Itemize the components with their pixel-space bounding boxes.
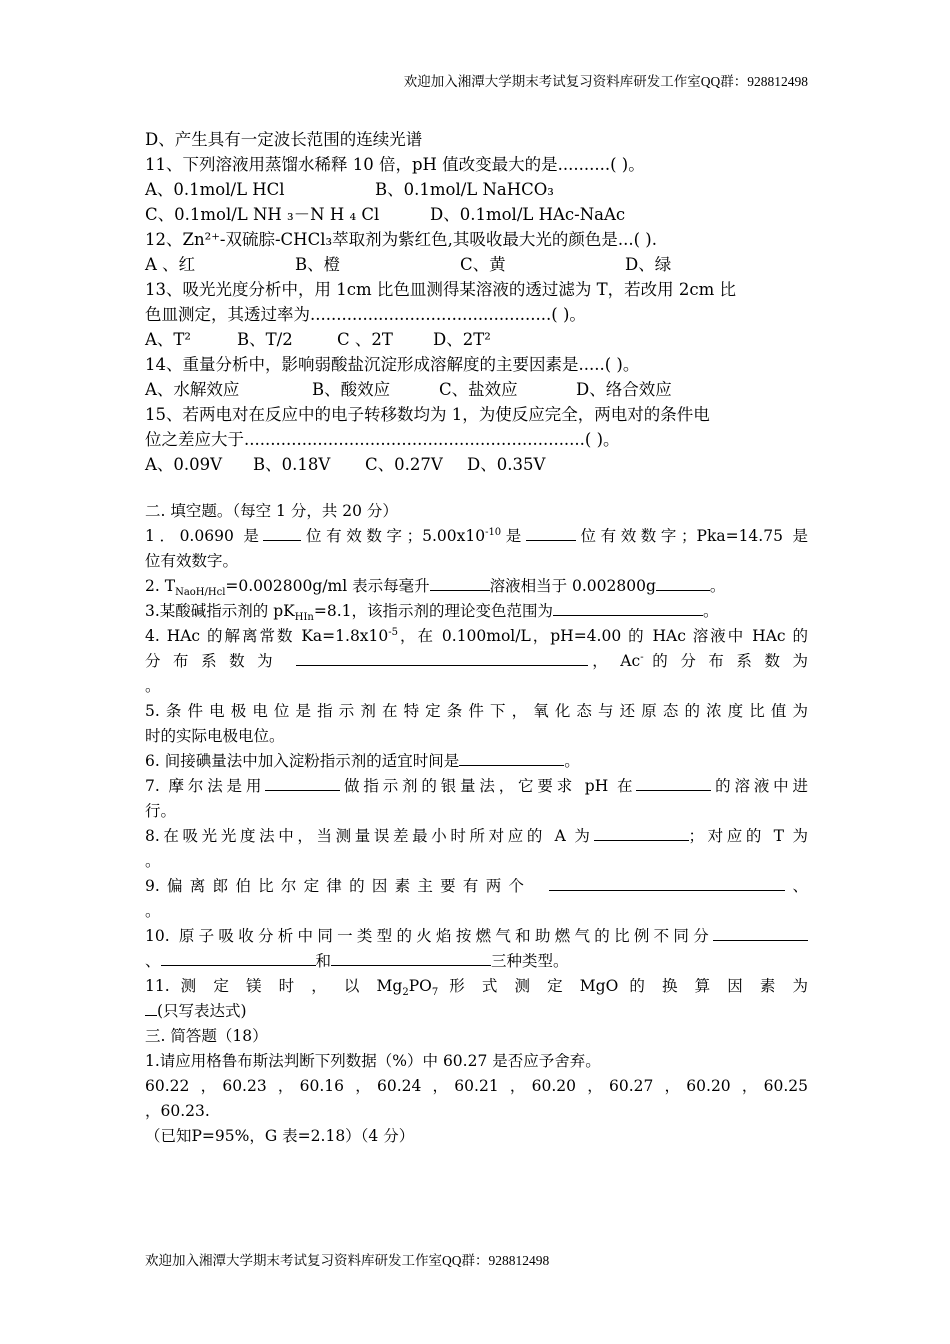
fill-section-title: 二. 填空题。（每空 1 分，共 20 分） (145, 502, 398, 520)
fill-q7-blank1 (265, 774, 340, 791)
fill-q4-text3: 分 布 系 数 为 (145, 652, 277, 670)
q15-option-d: D、0.35V (467, 455, 546, 474)
q14-option-c: C、盐效应 (439, 380, 518, 399)
fill-q1-line2: 位有效数字。 (145, 552, 239, 570)
q15-stem-line2: 位之差应大于.................................................................( )。 (145, 430, 620, 449)
q14-option-a: A、水解效应 (145, 380, 240, 399)
fill-q4-text2: ，在 0.100mol/L，pH=4.00 的 HAc 溶液中 HAc 的 (398, 627, 808, 645)
q11-stem: 11、下列溶液用蒸馏水稀释 10 倍，pH 值改变最大的是..........( )。 (145, 155, 645, 174)
q12-option-c: C、黄 (460, 255, 506, 274)
q15-options (145, 452, 808, 477)
fill-q11-subscript1: 2 (402, 987, 409, 999)
q12-stem: 12、Zn²⁺-双硫腙-CHCl₃萃取剂为紫红色,其吸收最大光的颜色是...( ). (145, 230, 657, 249)
fill-q3 (145, 599, 808, 624)
short-q1: 1.请应用格鲁布斯法判断下列数据（%）中 60.27 是否应予舍弃。 (145, 1052, 601, 1070)
fill-q9-text2: 、 (785, 877, 808, 895)
fill-q8-line1 (145, 824, 808, 849)
fill-q7-blank2 (636, 774, 711, 791)
fill-q10-blank2 (161, 949, 316, 966)
fill-q11-subscript2: 7 (431, 987, 439, 999)
fill-q4-text5: 的 分 布 系 数 为 (643, 652, 808, 670)
fill-q9-line2: 。 (145, 902, 161, 920)
fill-q8-text2: ；对应的 T 为 (688, 827, 808, 845)
exam-body (145, 127, 808, 1149)
fill-q2-subscript: NaoH/Hcl (175, 587, 226, 599)
short-section-title: 三. 简答题（18） (145, 1027, 268, 1045)
fill-q1-blank2 (526, 524, 576, 541)
fill-q2 (145, 574, 808, 599)
q11-option-b: B、0.1mol/L NaHCO₃ (375, 180, 554, 199)
fill-q1-line1 (145, 524, 808, 549)
fill-q9-text: 9.偏离郎伯比尔定律的因素主要有两个 (145, 877, 532, 895)
fill-q1-text4: 位有效数字；Pka=14.75 是 (575, 527, 808, 545)
q11-option-c: C、0.1mol/L NH ₃－N H ₄ Cl (145, 205, 380, 224)
q13-option-c: C 、2T (337, 330, 393, 349)
fill-q7-text3: 的溶液中进 (711, 777, 808, 795)
fill-q6-text: 6. 间接碘量法中加入淀粉指示剂的适宜时间是 (145, 752, 460, 770)
fill-q4-superscript: - (640, 651, 644, 663)
q14-options (145, 377, 808, 402)
fill-q2-text2: =0.002800g/ml 表示每毫升 (225, 577, 430, 595)
q15-option-a: A、0.09V (145, 455, 223, 474)
q13-stem-line1: 13、吸光光度分析中，用 1cm 比色皿测得某溶液的透过滤为 T，若改用 2cm 比 (145, 280, 736, 299)
q11-options-ab (145, 177, 808, 202)
fill-q10-blank3 (331, 949, 491, 966)
fill-q11-text4: (只写表达式) (157, 1002, 247, 1020)
fill-q3-blank (553, 599, 703, 616)
page-header: 欢迎加入湘潭大学期末考试复习资料库研发工作室QQ群：928812498 (403, 74, 808, 89)
q11-option-a: A、0.1mol/L HCl (145, 180, 285, 199)
fill-q4-text4: ， Ac (588, 652, 641, 670)
fill-q4-line1 (145, 624, 808, 649)
fill-q3-text2: =8.1，该指示剂的理论变色范围为 (313, 602, 553, 620)
fill-q10-text2: 、 (145, 952, 161, 970)
q15-option-b: B、0.18V (253, 455, 331, 474)
fill-q11-text3: 形 式 测 定 MgO 的 换 算 因 素 为 (438, 977, 809, 995)
fill-q6 (145, 749, 808, 774)
fill-q2-blank2 (656, 574, 710, 591)
q11-option-d: D、0.1mol/L HAc-NaAc (430, 205, 626, 224)
q14-stem: 14、重量分析中，影响弱酸盐沉淀形成溶解度的主要因素是.....( )。 (145, 355, 640, 374)
fill-q7-line2: 行。 (145, 802, 177, 820)
fill-q8-blank (594, 824, 689, 841)
fill-q2-text4: 。 (709, 577, 726, 595)
q15-option-c: C、0.27V (365, 455, 443, 474)
q14-option-d: D、络合效应 (576, 380, 672, 399)
q13-option-d: D、2T² (433, 330, 491, 349)
q13-stem-line2: 色皿测定，其透过率为..............................................( )。 (145, 305, 586, 324)
fill-q2-blank1 (430, 574, 490, 591)
fill-q5-line1: 5.条件电极电位是指示剂在特定条件下，氧化态与还原态的浓度比值为 (145, 702, 808, 720)
fill-q11-line2 (145, 999, 808, 1024)
fill-q7-line1 (145, 774, 808, 799)
fill-q11-line1 (145, 974, 808, 999)
fill-q3-text: 3.某酸碱指示剂的 pK (145, 602, 295, 620)
fill-q1-text3: 是 (501, 527, 526, 545)
fill-q2-text: 2. T (145, 577, 176, 595)
q12-options (145, 252, 808, 277)
q11-options-cd (145, 202, 808, 227)
fill-q10-blank1 (713, 924, 808, 941)
fill-q3-text3: 。 (702, 602, 719, 620)
page-footer: 欢迎加入湘潭大学期末考试复习资料库研发工作室QQ群：928812498 (145, 1253, 550, 1268)
fill-q4-exponent: -5 (388, 626, 399, 638)
fill-q4-line3: 。 (145, 677, 161, 695)
q12-option-a: A 、红 (145, 255, 196, 274)
fill-q1-text2: 位有效数字；5.00x10 (301, 527, 486, 545)
fill-q9-line1 (145, 874, 808, 899)
fill-q11-text2: PO (408, 977, 432, 995)
short-q1-data: 60.22 ，60.23 ，60.16 ，60.24 ，60.21 ，60.20 ，60.27 ，60.20 ，60.25 (145, 1077, 808, 1095)
fill-q6-blank (459, 749, 564, 766)
fill-q3-subscript: HIn (294, 612, 314, 624)
fill-q8-text: 8.在吸光光度法中，当测量误差最小时所对应的 A 为 (145, 827, 594, 845)
fill-q9-blank (549, 874, 785, 891)
q12-option-d: D、绿 (625, 255, 672, 274)
fill-q6-text2: 。 (564, 752, 580, 770)
fill-q10-text3: 和 (315, 952, 332, 970)
q13-option-b: B、T/2 (237, 330, 293, 349)
fill-q4-blank1 (296, 649, 588, 666)
q14-option-b: B、酸效应 (312, 380, 391, 399)
q13-option-a: A、T² (145, 330, 192, 349)
fill-q10-text: 10. 原子吸收分析中同一类型的火焰按燃气和助燃气的比例不同分 (145, 927, 713, 945)
fill-q5-line2: 时的实际电极电位。 (145, 727, 285, 745)
fill-q4-text: 4. HAc 的解离常数 Ka=1.8x10 (145, 627, 389, 645)
q15-stem-line1: 15、若两电对在反应中的电子转移数均为 1，为使反应完全，两电对的条件电 (145, 405, 710, 424)
prev-option-d: D、产生具有一定波长范围的连续光谱 (145, 130, 423, 149)
fill-q1-text: 1．0.0690 是 (145, 527, 264, 545)
q13-options (145, 327, 808, 352)
fill-q11-text: 11. 测 定 镁 时 ， 以 Mg (145, 977, 403, 995)
q12-option-b: B、橙 (295, 255, 341, 274)
fill-q4-line2 (145, 649, 808, 674)
fill-q1-exponent: -10 (485, 526, 502, 538)
fill-q8-line2: 。 (145, 852, 161, 870)
fill-q10-text4: 三种类型。 (491, 952, 569, 970)
fill-q10-line2 (145, 949, 808, 974)
fill-q11-blank (145, 999, 157, 1016)
fill-q7-text: 7. 摩尔法是用 (145, 777, 266, 795)
short-q1-given: （已知P=95%，G 表=2.18）（4 分） (145, 1127, 415, 1145)
fill-q7-text2: 做指示剂的银量法，它要求 pH 在 (340, 777, 637, 795)
fill-q2-text3: 溶液相当于 0.002800g (489, 577, 656, 595)
short-q1-data-cont: ，60.23. (145, 1102, 210, 1120)
fill-q10-line1 (145, 924, 808, 949)
fill-q1-blank1 (263, 524, 301, 541)
